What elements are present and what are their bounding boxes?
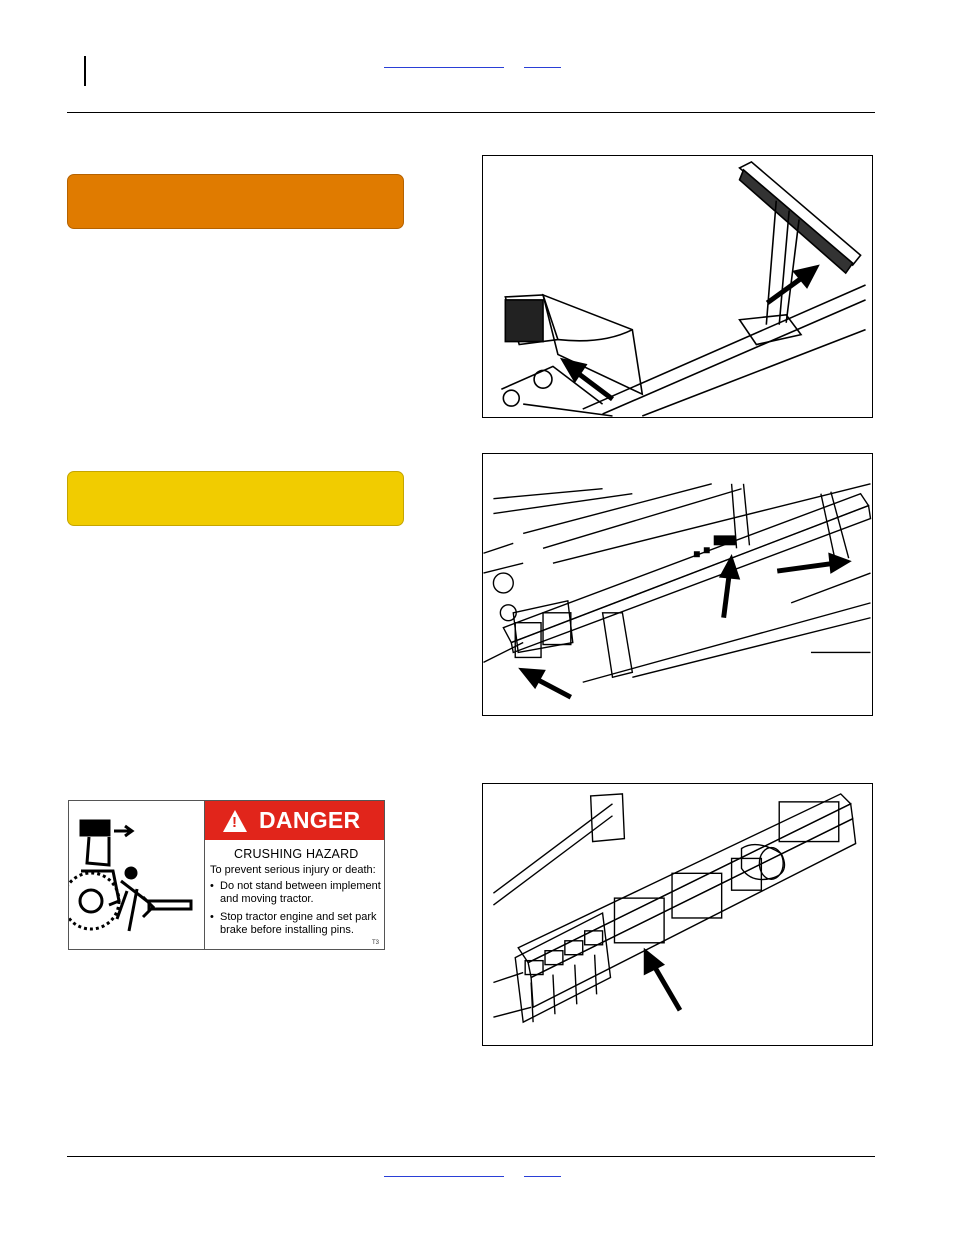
footer-link-1[interactable]: [384, 1176, 504, 1177]
tractor-hitch-crush-icon: [69, 801, 204, 949]
footer-link-2[interactable]: [524, 1176, 561, 1177]
instruction-text: Do not stand between implement and moving tractor.: [220, 880, 381, 905]
header-link-2[interactable]: [524, 67, 561, 68]
frame-decal-drawing: [483, 454, 872, 715]
instruction-text: Stop tractor engine and set park brake before installing pins.: [220, 911, 377, 936]
header-bar: [84, 56, 86, 86]
hitch-reflector-drawing: [483, 156, 872, 417]
caution-box: [67, 471, 404, 526]
warning-triangle-icon: !: [223, 810, 247, 832]
decal-code: T3: [371, 940, 379, 946]
danger-header: [205, 801, 384, 840]
figure-frame-decals: [482, 453, 873, 716]
crushing-hazard-pictogram: [69, 801, 205, 949]
hitch-decal-drawing: [483, 784, 872, 1045]
footer-rule: [67, 1156, 875, 1157]
list-item: • Do not stand between implement and moving tractor.: [210, 880, 384, 906]
danger-word: DANGER: [259, 807, 361, 833]
danger-decal: [68, 800, 385, 950]
figure-reflectors: [482, 155, 873, 418]
warning-box: [67, 174, 404, 229]
hazard-instructions: [205, 880, 384, 937]
header-link-1[interactable]: [384, 67, 504, 68]
hazard-title: CRUSHING HAZARD: [234, 847, 359, 861]
hazard-intro: To prevent serious injury or death:: [210, 864, 376, 876]
header-rule: [67, 112, 875, 113]
figure-hitch-decal: [482, 783, 873, 1046]
list-item: • Stop tractor engine and set park brake before installing pins.: [210, 911, 384, 937]
